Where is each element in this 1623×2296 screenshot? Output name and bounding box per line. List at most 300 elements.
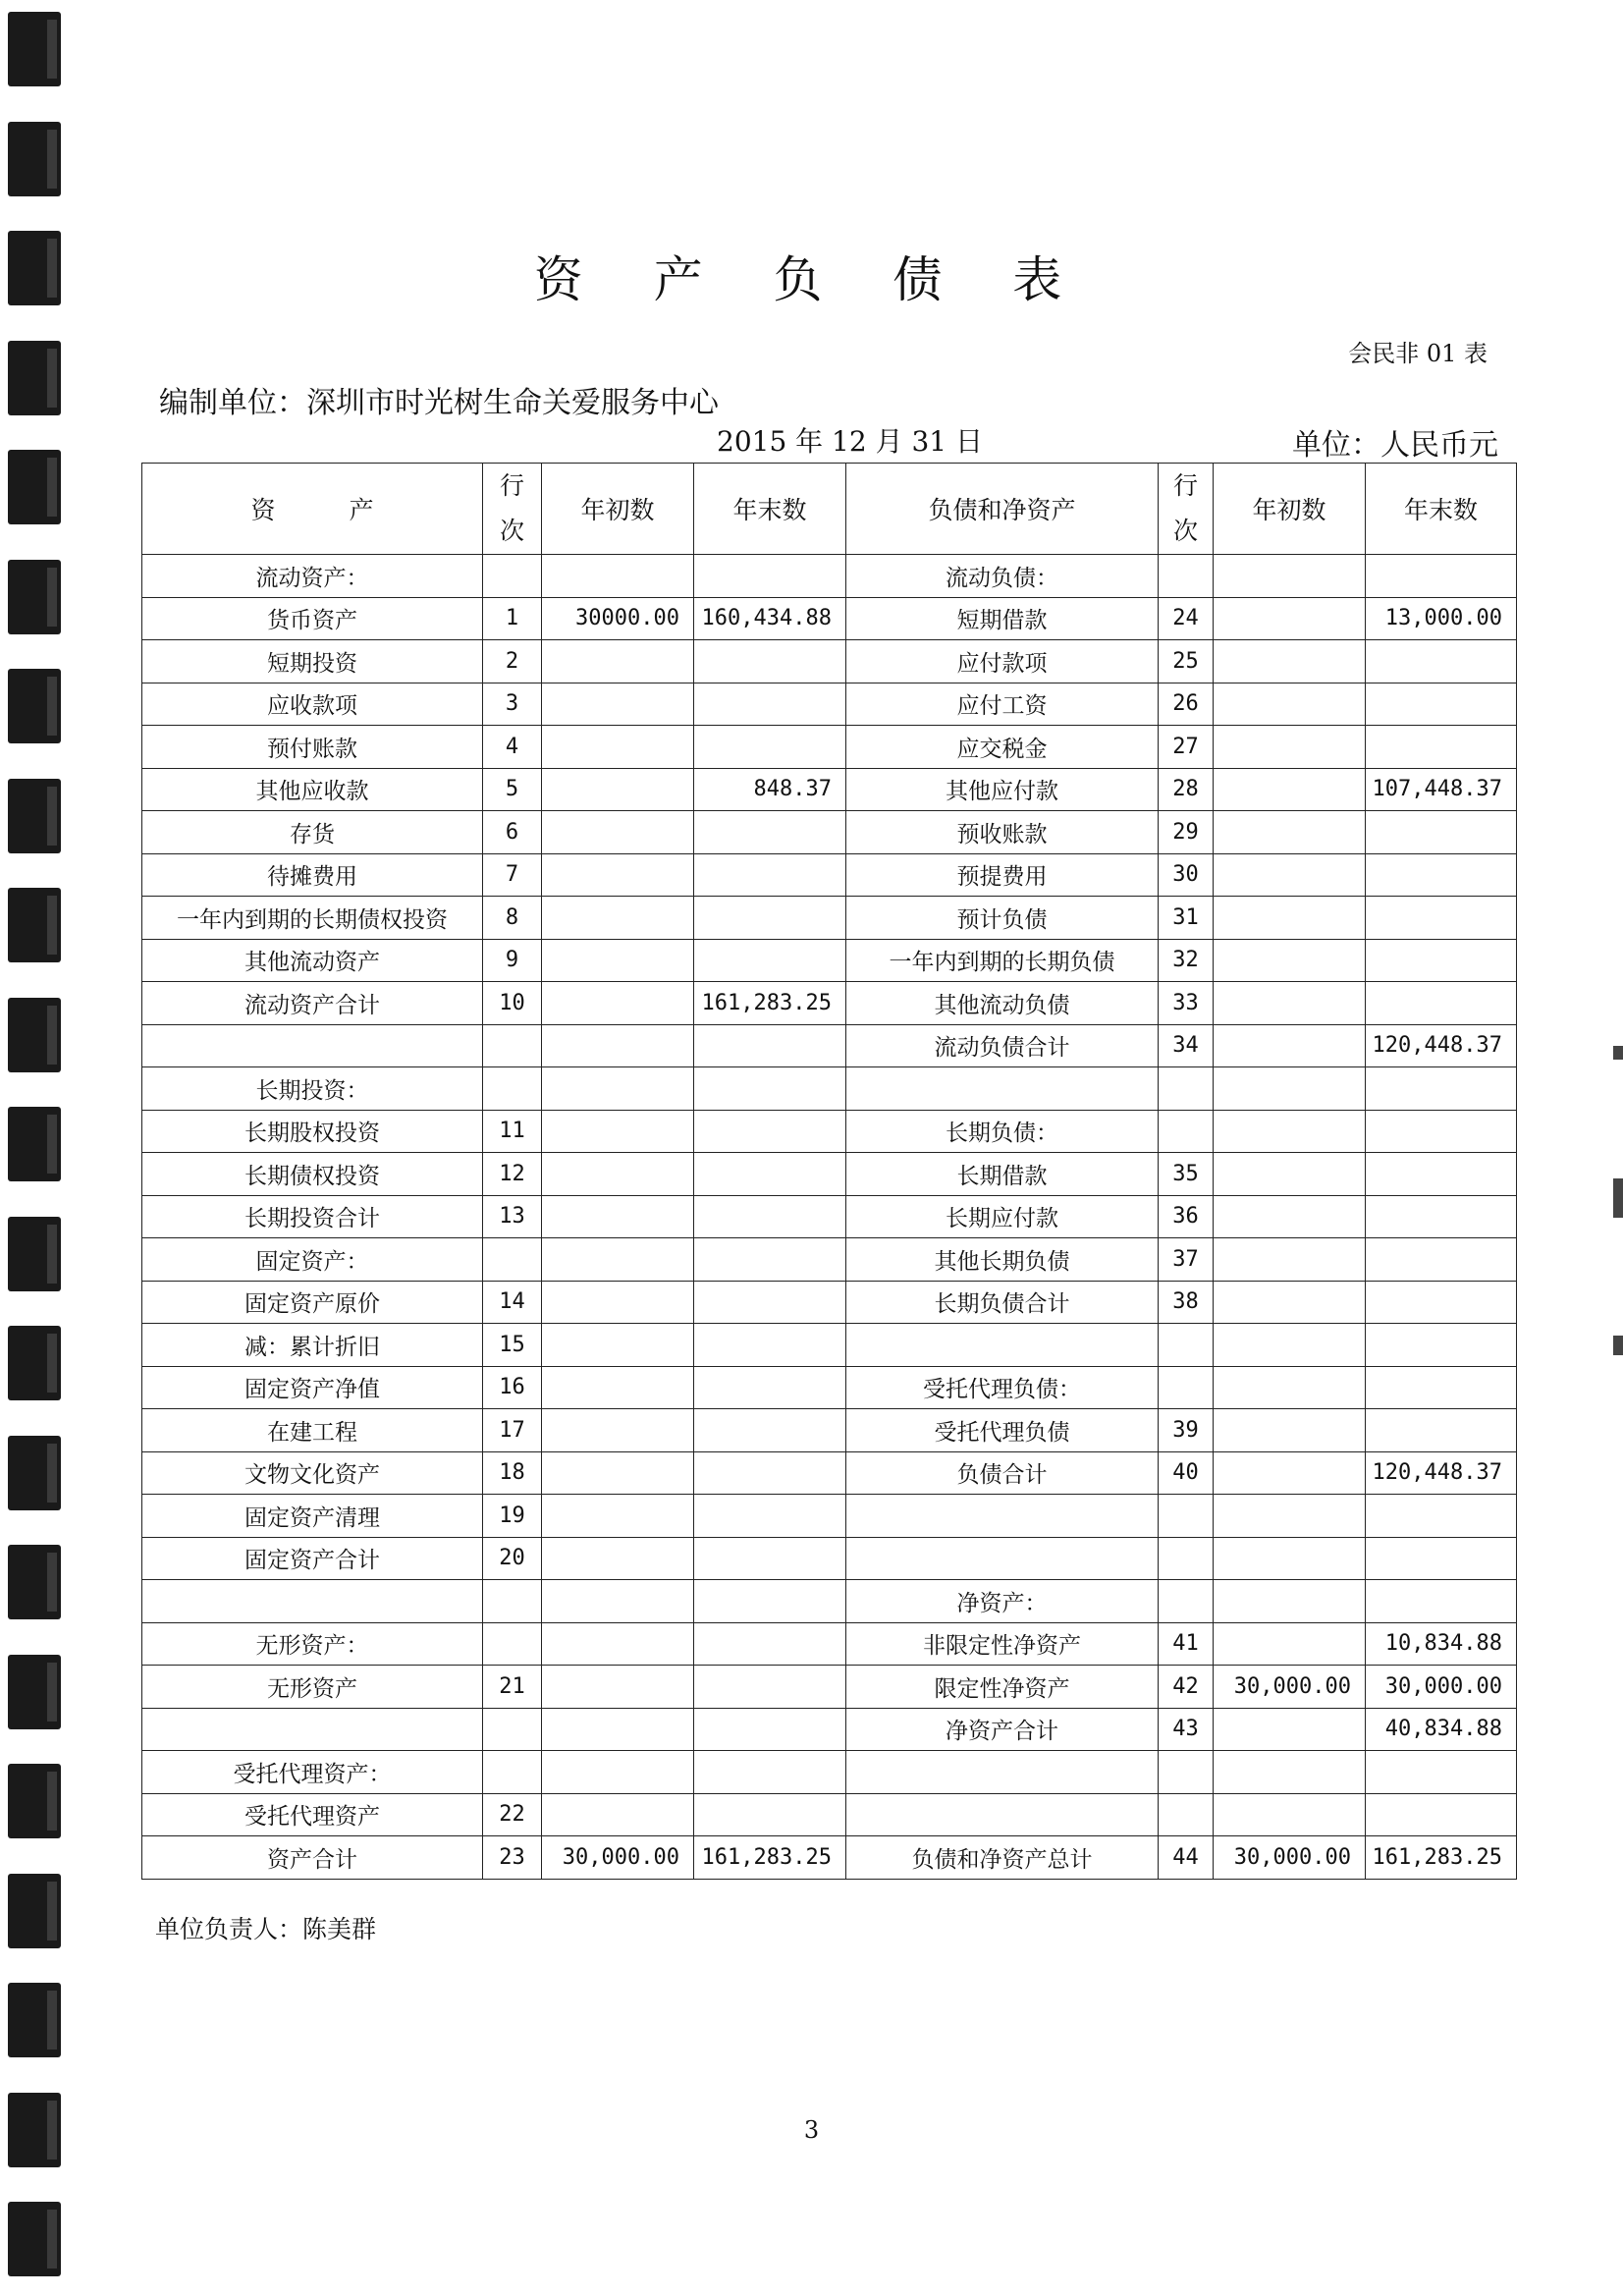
liability-begin-cell [1214, 768, 1366, 811]
liability-end-cell [1366, 1793, 1517, 1836]
asset-line-cell [483, 555, 542, 598]
table-row [142, 768, 1517, 811]
liability-line-cell: 31 [1159, 897, 1214, 940]
table-row [142, 597, 1517, 640]
liability-end-cell: 120,448.37 [1366, 1024, 1517, 1067]
liability-begin-cell [1214, 683, 1366, 726]
liability-end-cell [1366, 1409, 1517, 1452]
asset-line-cell: 16 [483, 1366, 542, 1409]
liability-end-cell [1366, 1495, 1517, 1538]
liability-name-cell: 应付工资 [846, 683, 1159, 726]
asset-name-cell: 预付账款 [142, 726, 483, 769]
liability-begin-cell [1214, 555, 1366, 598]
asset-begin-cell [542, 683, 694, 726]
liability-line-cell: 29 [1159, 811, 1214, 854]
asset-begin-cell [542, 853, 694, 897]
liability-end-cell [1366, 1195, 1517, 1238]
asset-end-cell [694, 1451, 846, 1495]
liability-name-cell: 流动负债： [846, 555, 1159, 598]
liability-begin-cell [1214, 1110, 1366, 1153]
asset-line-cell: 3 [483, 683, 542, 726]
liability-line-cell: 41 [1159, 1622, 1214, 1666]
asset-end-cell: 848.37 [694, 768, 846, 811]
liability-end-cell: 120,448.37 [1366, 1451, 1517, 1495]
asset-name-cell: 长期债权投资 [142, 1153, 483, 1196]
liability-line-cell [1159, 1110, 1214, 1153]
asset-line-cell: 14 [483, 1281, 542, 1324]
liability-name-cell: 长期负债合计 [846, 1281, 1159, 1324]
table-header-row [142, 464, 1517, 555]
asset-begin-cell [542, 1666, 694, 1709]
liability-end-cell [1366, 897, 1517, 940]
asset-begin-cell [542, 1281, 694, 1324]
liability-line-cell: 38 [1159, 1281, 1214, 1324]
liability-line-cell [1159, 1495, 1214, 1538]
table-row [142, 1751, 1517, 1794]
asset-line-cell: 21 [483, 1666, 542, 1709]
asset-begin-cell [542, 1366, 694, 1409]
table-row [142, 1324, 1517, 1367]
asset-line-cell: 15 [483, 1324, 542, 1367]
table-row [142, 1067, 1517, 1111]
liability-begin-cell [1214, 640, 1366, 683]
table-row [142, 1110, 1517, 1153]
table-row [142, 897, 1517, 940]
currency-unit: 单位：人民币元 [1292, 428, 1498, 463]
asset-end-cell [694, 1666, 846, 1709]
liability-begin-cell [1214, 1153, 1366, 1196]
asset-line-cell: 19 [483, 1495, 542, 1538]
table-body [142, 555, 1517, 1880]
liability-name-cell: 流动负债合计 [846, 1024, 1159, 1067]
asset-line-cell: 2 [483, 640, 542, 683]
binding-hole [8, 779, 61, 853]
table-row [142, 683, 1517, 726]
asset-name-cell: 受托代理资产： [142, 1751, 483, 1794]
liability-line-cell [1159, 1324, 1214, 1367]
liability-begin-cell [1214, 939, 1366, 982]
liability-name-cell: 长期负债： [846, 1110, 1159, 1153]
asset-line-cell: 9 [483, 939, 542, 982]
asset-end-cell [694, 1495, 846, 1538]
binding-hole [8, 1983, 61, 2057]
binding-hole [8, 1436, 61, 1510]
liability-begin-cell [1214, 1751, 1366, 1794]
liability-name-cell [846, 1324, 1159, 1367]
liability-end-cell [1366, 683, 1517, 726]
asset-line-cell: 12 [483, 1153, 542, 1196]
form-code: 会民非 01 表 [1348, 340, 1488, 367]
liability-begin-cell [1214, 597, 1366, 640]
asset-end-cell [694, 1409, 846, 1452]
asset-line-cell [483, 1580, 542, 1623]
responsible-person: 单位负责人：陈美群 [155, 1915, 377, 1943]
asset-end-cell [694, 811, 846, 854]
liability-end-cell [1366, 1537, 1517, 1580]
liability-line-cell [1159, 555, 1214, 598]
liability-name-cell: 预计负债 [846, 897, 1159, 940]
liability-name-cell: 限定性净资产 [846, 1666, 1159, 1709]
asset-name-cell: 其他应收款 [142, 768, 483, 811]
asset-name-cell: 长期投资合计 [142, 1195, 483, 1238]
asset-line-cell: 22 [483, 1793, 542, 1836]
liability-begin-cell [1214, 811, 1366, 854]
asset-name-cell: 无形资产： [142, 1622, 483, 1666]
liability-end-cell: 13,000.00 [1366, 597, 1517, 640]
liability-name-cell: 预收账款 [846, 811, 1159, 854]
liability-name-cell: 净资产合计 [846, 1708, 1159, 1751]
table-row [142, 1366, 1517, 1409]
asset-end-cell [694, 1324, 846, 1367]
liability-begin-cell [1214, 1195, 1366, 1238]
asset-end-cell [694, 640, 846, 683]
liability-end-cell [1366, 982, 1517, 1025]
asset-name-cell: 固定资产净值 [142, 1366, 483, 1409]
scan-edge-mark [1613, 1046, 1623, 1060]
liability-begin-cell [1214, 1067, 1366, 1111]
asset-end-cell [694, 897, 846, 940]
asset-begin-cell [542, 1793, 694, 1836]
asset-end-cell: 161,283.25 [694, 982, 846, 1025]
binding-hole [8, 1217, 61, 1291]
table-row [142, 1836, 1517, 1880]
table-row [142, 811, 1517, 854]
asset-line-cell: 1 [483, 597, 542, 640]
liability-line-cell: 27 [1159, 726, 1214, 769]
liability-name-cell [846, 1751, 1159, 1794]
binding-holes [8, 0, 67, 2296]
asset-name-cell [142, 1708, 483, 1751]
table-row [142, 1195, 1517, 1238]
liability-line-cell [1159, 1793, 1214, 1836]
liability-end-cell: 107,448.37 [1366, 768, 1517, 811]
asset-begin-cell [542, 1495, 694, 1538]
liability-line-cell: 43 [1159, 1708, 1214, 1751]
asset-end-cell: 161,283.25 [694, 1836, 846, 1880]
header-assets: 资 产 [142, 464, 483, 555]
scan-edge-mark [1613, 1178, 1623, 1218]
asset-name-cell: 固定资产清理 [142, 1495, 483, 1538]
liability-end-cell [1366, 1366, 1517, 1409]
liability-name-cell: 受托代理负债： [846, 1366, 1159, 1409]
asset-end-cell [694, 853, 846, 897]
asset-begin-cell [542, 1110, 694, 1153]
asset-name-cell: 货币资产 [142, 597, 483, 640]
liability-name-cell [846, 1793, 1159, 1836]
liability-name-cell: 应付款项 [846, 640, 1159, 683]
asset-name-cell: 固定资产合计 [142, 1537, 483, 1580]
binding-hole [8, 450, 61, 524]
header-end: 年末数 [1366, 464, 1517, 555]
asset-name-cell: 固定资产： [142, 1238, 483, 1282]
asset-end-cell [694, 1110, 846, 1153]
table-row [142, 1153, 1517, 1196]
asset-line-cell: 11 [483, 1110, 542, 1153]
asset-begin-cell [542, 555, 694, 598]
page-title: 资 产 负 债 表 [533, 251, 1090, 308]
asset-line-cell [483, 1622, 542, 1666]
asset-begin-cell [542, 897, 694, 940]
table-row [142, 1024, 1517, 1067]
liability-end-cell [1366, 1580, 1517, 1623]
table-row [142, 853, 1517, 897]
liability-name-cell: 非限定性净资产 [846, 1622, 1159, 1666]
asset-line-cell: 10 [483, 982, 542, 1025]
asset-name-cell: 一年内到期的长期债权投资 [142, 897, 483, 940]
liability-name-cell: 其他流动负债 [846, 982, 1159, 1025]
asset-end-cell [694, 1024, 846, 1067]
asset-begin-cell [542, 1451, 694, 1495]
asset-begin-cell [542, 1409, 694, 1452]
liability-begin-cell: 30,000.00 [1214, 1666, 1366, 1709]
liability-end-cell [1366, 853, 1517, 897]
asset-name-cell: 在建工程 [142, 1409, 483, 1452]
liability-end-cell: 161,283.25 [1366, 1836, 1517, 1880]
binding-hole [8, 1874, 61, 1948]
header-liabilities: 负债和净资产 [846, 464, 1159, 555]
liability-end-cell [1366, 1751, 1517, 1794]
table-row [142, 982, 1517, 1025]
asset-end-cell [694, 1580, 846, 1623]
binding-hole [8, 122, 61, 196]
asset-begin-cell [542, 1622, 694, 1666]
table-row [142, 726, 1517, 769]
liability-begin-cell [1214, 1451, 1366, 1495]
asset-line-cell [483, 1751, 542, 1794]
liability-line-cell: 25 [1159, 640, 1214, 683]
liability-end-cell [1366, 811, 1517, 854]
asset-name-cell: 流动资产： [142, 555, 483, 598]
liability-name-cell: 长期借款 [846, 1153, 1159, 1196]
liability-begin-cell [1214, 1238, 1366, 1282]
asset-line-cell: 17 [483, 1409, 542, 1452]
asset-name-cell: 待摊费用 [142, 853, 483, 897]
binding-hole [8, 1107, 61, 1181]
asset-name-cell: 长期投资： [142, 1067, 483, 1111]
liability-begin-cell [1214, 897, 1366, 940]
header-begin: 年初数 [1214, 464, 1366, 555]
liability-begin-cell [1214, 1537, 1366, 1580]
liability-name-cell: 预提费用 [846, 853, 1159, 897]
liability-end-cell [1366, 726, 1517, 769]
liability-line-cell: 40 [1159, 1451, 1214, 1495]
header-end: 年末数 [694, 464, 846, 555]
liability-line-cell [1159, 1751, 1214, 1794]
asset-end-cell [694, 1537, 846, 1580]
asset-name-cell: 长期股权投资 [142, 1110, 483, 1153]
asset-line-cell: 8 [483, 897, 542, 940]
asset-line-cell: 13 [483, 1195, 542, 1238]
liability-begin-cell [1214, 1324, 1366, 1367]
binding-hole [8, 12, 61, 86]
asset-end-cell [694, 1195, 846, 1238]
liability-end-cell [1366, 1067, 1517, 1111]
asset-end-cell [694, 726, 846, 769]
asset-begin-cell [542, 768, 694, 811]
asset-end-cell [694, 555, 846, 598]
asset-line-cell: 6 [483, 811, 542, 854]
scan-edge-mark [1613, 1336, 1623, 1355]
liability-begin-cell: 30,000.00 [1214, 1836, 1366, 1880]
binding-hole [8, 1545, 61, 1619]
binding-hole [8, 341, 61, 415]
liability-end-cell: 40,834.88 [1366, 1708, 1517, 1751]
liability-begin-cell [1214, 1409, 1366, 1452]
asset-begin-cell [542, 1751, 694, 1794]
liability-name-cell [846, 1067, 1159, 1111]
liability-line-cell: 24 [1159, 597, 1214, 640]
asset-end-cell [694, 1708, 846, 1751]
asset-line-cell: 18 [483, 1451, 542, 1495]
asset-begin-cell [542, 1238, 694, 1282]
liability-line-cell: 37 [1159, 1238, 1214, 1282]
table-row [142, 1238, 1517, 1282]
asset-name-cell [142, 1580, 483, 1623]
asset-end-cell [694, 1366, 846, 1409]
table-row [142, 1281, 1517, 1324]
liability-name-cell: 其他长期负债 [846, 1238, 1159, 1282]
asset-line-cell: 4 [483, 726, 542, 769]
table-row [142, 1708, 1517, 1751]
header-line-no: 行 次 [1159, 464, 1214, 555]
table-row [142, 1793, 1517, 1836]
asset-name-cell [142, 1024, 483, 1067]
table-row [142, 1537, 1517, 1580]
liability-begin-cell [1214, 1708, 1366, 1751]
liability-begin-cell [1214, 1281, 1366, 1324]
liability-name-cell: 受托代理负债 [846, 1409, 1159, 1452]
liability-end-cell [1366, 1153, 1517, 1196]
liability-end-cell [1366, 1238, 1517, 1282]
asset-line-cell [483, 1024, 542, 1067]
asset-end-cell [694, 1751, 846, 1794]
table-row [142, 640, 1517, 683]
liability-line-cell: 44 [1159, 1836, 1214, 1880]
asset-name-cell: 无形资产 [142, 1666, 483, 1709]
page-number: 3 [803, 2116, 820, 2144]
liability-line-cell: 26 [1159, 683, 1214, 726]
table-row [142, 1409, 1517, 1452]
table-row [142, 1666, 1517, 1709]
table-row [142, 1495, 1517, 1538]
asset-name-cell: 流动资产合计 [142, 982, 483, 1025]
asset-end-cell [694, 1238, 846, 1282]
liability-line-cell: 33 [1159, 982, 1214, 1025]
asset-begin-cell [542, 939, 694, 982]
binding-hole [8, 998, 61, 1072]
asset-begin-cell [542, 640, 694, 683]
binding-hole [8, 2202, 61, 2276]
liability-begin-cell [1214, 1580, 1366, 1623]
asset-name-cell: 减：累计折旧 [142, 1324, 483, 1367]
liability-name-cell: 应交税金 [846, 726, 1159, 769]
liability-end-cell: 30,000.00 [1366, 1666, 1517, 1709]
asset-begin-cell: 30,000.00 [542, 1836, 694, 1880]
asset-begin-cell [542, 1195, 694, 1238]
asset-begin-cell [542, 1324, 694, 1367]
liability-line-cell: 28 [1159, 768, 1214, 811]
table-row [142, 555, 1517, 598]
liability-name-cell: 负债合计 [846, 1451, 1159, 1495]
asset-name-cell: 其他流动资产 [142, 939, 483, 982]
liability-name-cell: 短期借款 [846, 597, 1159, 640]
asset-end-cell [694, 1153, 846, 1196]
liability-name-cell [846, 1495, 1159, 1538]
liability-begin-cell [1214, 982, 1366, 1025]
asset-end-cell [694, 1067, 846, 1111]
liability-line-cell: 34 [1159, 1024, 1214, 1067]
binding-hole [8, 669, 61, 743]
asset-line-cell [483, 1238, 542, 1282]
liability-end-cell [1366, 640, 1517, 683]
asset-begin-cell [542, 811, 694, 854]
liability-name-cell: 一年内到期的长期负债 [846, 939, 1159, 982]
liability-end-cell [1366, 1324, 1517, 1367]
asset-name-cell: 文物文化资产 [142, 1451, 483, 1495]
asset-end-cell [694, 1281, 846, 1324]
report-date: 2015 年 12 月 31 日 [717, 425, 984, 458]
binding-hole [8, 560, 61, 634]
liability-end-cell [1366, 555, 1517, 598]
liability-begin-cell [1214, 726, 1366, 769]
asset-line-cell: 5 [483, 768, 542, 811]
asset-begin-cell [542, 1153, 694, 1196]
asset-end-cell: 160,434.88 [694, 597, 846, 640]
asset-begin-cell [542, 1708, 694, 1751]
asset-end-cell [694, 939, 846, 982]
asset-line-cell: 7 [483, 853, 542, 897]
asset-end-cell [694, 1622, 846, 1666]
liability-begin-cell [1214, 1495, 1366, 1538]
asset-name-cell: 存货 [142, 811, 483, 854]
asset-name-cell: 固定资产原价 [142, 1281, 483, 1324]
organization-label: 编制单位：深圳市时光树生命关爱服务中心 [159, 386, 719, 420]
liability-line-cell [1159, 1067, 1214, 1111]
asset-line-cell: 23 [483, 1836, 542, 1880]
liability-line-cell: 36 [1159, 1195, 1214, 1238]
liability-name-cell: 负债和净资产总计 [846, 1836, 1159, 1880]
liability-name-cell: 其他应付款 [846, 768, 1159, 811]
liability-end-cell [1366, 939, 1517, 982]
table-row [142, 939, 1517, 982]
asset-name-cell: 短期投资 [142, 640, 483, 683]
asset-end-cell [694, 1793, 846, 1836]
asset-line-cell: 20 [483, 1537, 542, 1580]
liability-begin-cell [1214, 1024, 1366, 1067]
table-row [142, 1451, 1517, 1495]
liability-line-cell: 32 [1159, 939, 1214, 982]
liability-begin-cell [1214, 1622, 1366, 1666]
asset-begin-cell: 30000.00 [542, 597, 694, 640]
liability-begin-cell [1214, 853, 1366, 897]
liability-line-cell [1159, 1366, 1214, 1409]
asset-begin-cell [542, 982, 694, 1025]
liability-end-cell: 10,834.88 [1366, 1622, 1517, 1666]
liability-line-cell: 39 [1159, 1409, 1214, 1452]
binding-hole [8, 1326, 61, 1400]
liability-end-cell [1366, 1281, 1517, 1324]
asset-line-cell [483, 1067, 542, 1111]
asset-begin-cell [542, 1580, 694, 1623]
table-row [142, 1622, 1517, 1666]
binding-hole [8, 1655, 61, 1729]
asset-begin-cell [542, 1537, 694, 1580]
liability-line-cell: 42 [1159, 1666, 1214, 1709]
liability-line-cell [1159, 1580, 1214, 1623]
header-line-no: 行 次 [483, 464, 542, 555]
liability-begin-cell [1214, 1793, 1366, 1836]
liability-begin-cell [1214, 1366, 1366, 1409]
